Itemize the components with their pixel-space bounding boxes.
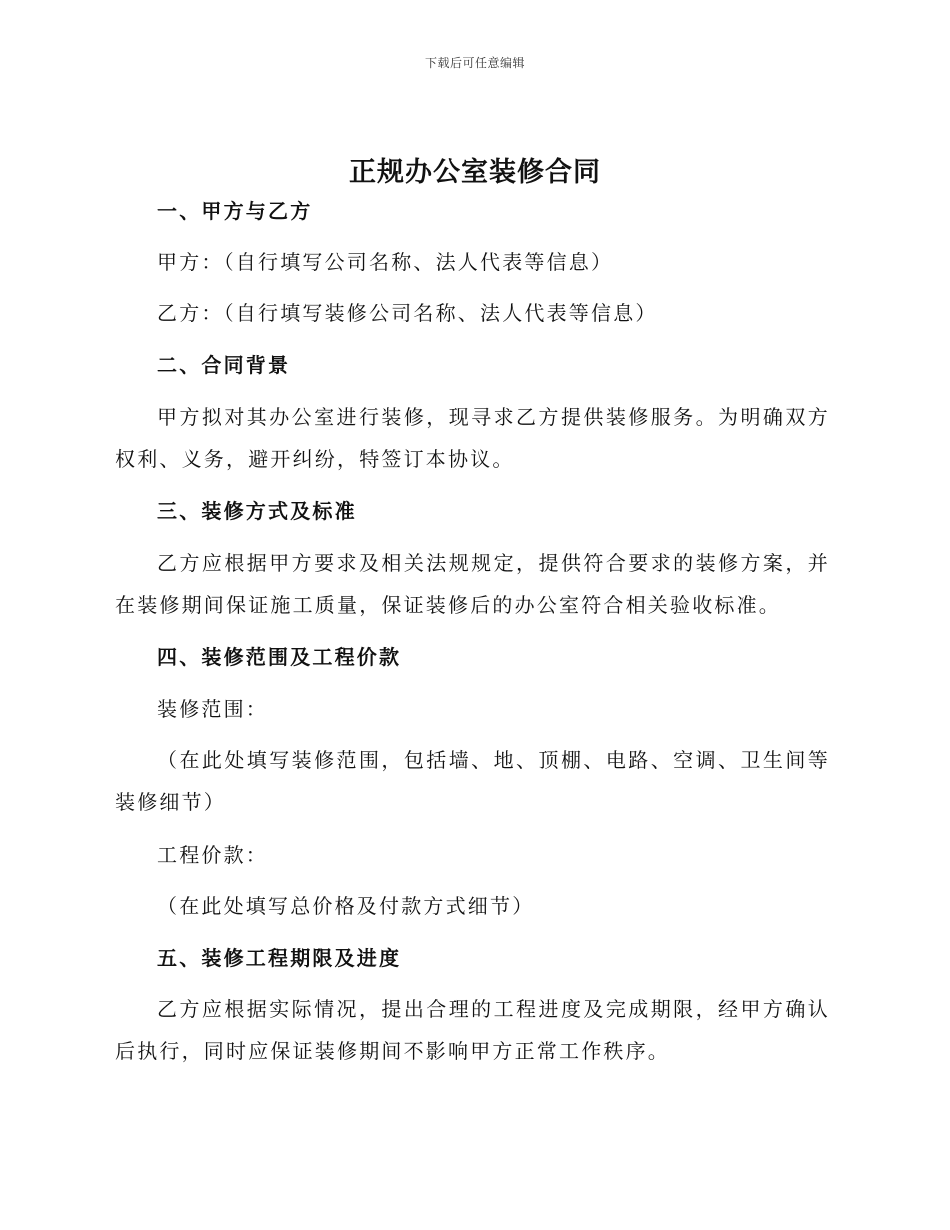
price-label: 工程价款：	[157, 843, 268, 867]
section-5-heading: 五、装修工程期限及进度	[157, 946, 402, 970]
scope-label-block	[115, 688, 830, 730]
section-3-paragraph: 乙方应根据甲方要求及相关法规规定，提供符合要求的装修方案，并在装修期间保证施工质量，保证装修后的办公室符合相关验收标准。	[115, 551, 830, 617]
party-b-line: 乙方：（自行填写装修公司名称、法人代表等信息）	[157, 301, 658, 325]
section-1-heading-block	[115, 190, 830, 232]
section-1-heading: 一、甲方与乙方	[157, 199, 313, 223]
section-3-paragraph-block	[115, 542, 830, 626]
price-label-block	[115, 834, 830, 876]
price-text-block	[115, 885, 830, 927]
section-5-heading-block	[115, 937, 830, 979]
section-2-paragraph-block	[115, 396, 830, 480]
header-note: 下载后可任意编辑	[424, 56, 525, 70]
price-text: （在此处填写总价格及付款方式细节）	[157, 894, 535, 918]
section-2-paragraph: 甲方拟对其办公室进行装修，现寻求乙方提供装修服务。为明确双方权利、义务，避开纠纷，特签订本协议。	[115, 405, 830, 471]
scope-text-block	[115, 739, 830, 823]
section-4-heading: 四、装修范围及工程价款	[157, 645, 402, 669]
scope-label: 装修范围：	[157, 697, 268, 721]
section-4-heading-block	[115, 636, 830, 678]
section-3-heading-block	[115, 490, 830, 532]
section-5-paragraph-block	[115, 988, 830, 1072]
party-a-block	[115, 241, 830, 283]
scope-text: （在此处填写装修范围，包括墙、地、顶棚、电路、空调、卫生间等装修细节）	[115, 748, 830, 814]
section-3-heading: 三、装修方式及标准	[157, 499, 357, 523]
section-5-paragraph: 乙方应根据实际情况，提出合理的工程进度及完成期限，经甲方确认后执行，同时应保证装修期间不影响甲方正常工作秩序。	[115, 997, 830, 1063]
section-2-heading-block	[115, 344, 830, 386]
section-2-heading: 二、合同背景	[157, 353, 291, 377]
document-title: 正规办公室装修合同	[349, 157, 601, 188]
party-a-line: 甲方：（自行填写公司名称、法人代表等信息）	[157, 250, 614, 274]
party-b-block	[115, 292, 830, 334]
